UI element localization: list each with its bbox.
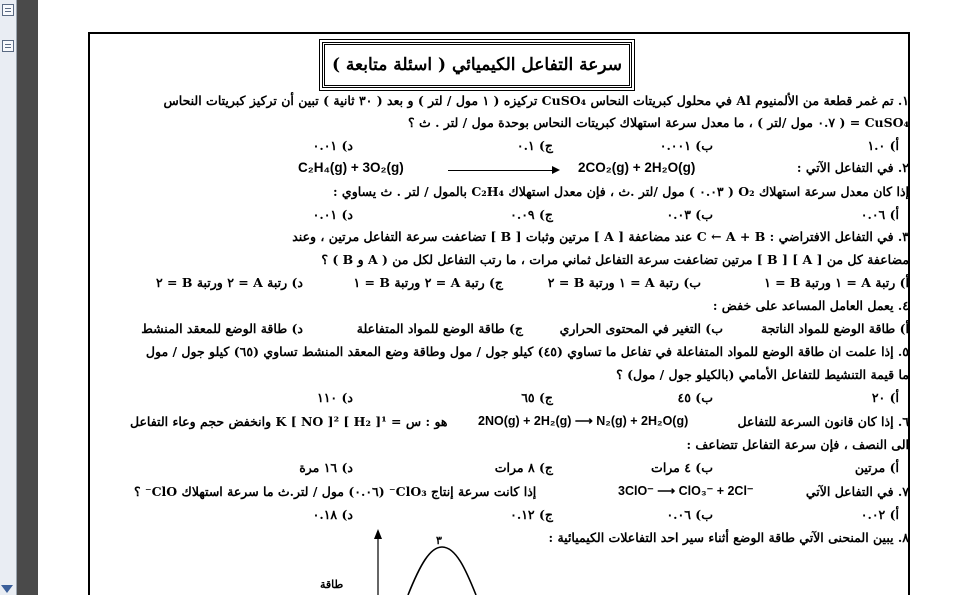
q6-option-c: ج) ٨ مرات (494, 460, 553, 475)
q3-option-d: د) رتبة A = ٢ ورتبة B = ٢ (155, 275, 303, 290)
question-4-text: ٤. يعمل العامل المساعد على خفض : (712, 298, 909, 313)
q5-option-b: ب) ٤٥ (677, 390, 713, 405)
q2-option-a: أ) ٠.٠٦ (860, 207, 899, 222)
q4-option-a: أ) طاقة الوضع للمواد الناتجة (760, 321, 909, 336)
q4-option-c: ج) طاقة الوضع للمواد المتفاعلة (356, 321, 523, 336)
q1-option-b: ب) ٠.٠٠١ (659, 138, 713, 153)
question-6-text-2: الى النصف ، فإن سرعة التفاعل تتضاعف : (686, 437, 909, 452)
curve-peak-label: ٣ (436, 534, 442, 547)
q7-option-a: أ) ٠.٠٢ (860, 507, 899, 522)
q3-option-c: ج) رتبة A = ٢ ورتبة B = ١ (353, 275, 503, 290)
q5-option-c: ج) ٦٥ (521, 390, 553, 405)
q2-option-b: ب) ٠.٠٣ (666, 207, 713, 222)
question-6-label: ٦. إذا كان قانون السرعة للتفاعل (737, 414, 909, 429)
question-2-text-2: إذا كان معدل سرعة استهلاك O₂ ( ٠.٠٣ ) مول /لتر .ث ، فإن معدل استهلاك C₂H₄ بالمول / لتر . ث يساوي : (332, 184, 909, 199)
q6-option-a: أ) مرتين (854, 460, 899, 475)
document-title: سرعة التفاعل الكيميائي ( اسئلة متابعة ) (322, 42, 632, 88)
q2-equation-left: C₂H₄(g) + 3O₂(g) (298, 160, 404, 175)
q3-option-a: أ) رتبة A = ١ ورتبة B = ١ (764, 275, 909, 290)
q4-option-b: ب) التغير في المحتوى الحراري (559, 321, 723, 336)
q7-equation: 3ClO⁻ ⟶ ClO₃⁻ + 2Cl⁻ (618, 484, 754, 498)
q2-equation-right: 2CO₂(g) + 2H₂O(g) (578, 160, 696, 175)
q1-option-a: أ) ١.٠ (867, 138, 899, 153)
question-5-text-2: ما قيمة التنشيط للتفاعل الأمامي (بالكيلو جول / مول) ؟ (616, 367, 909, 382)
question-2-label: ٢. في التفاعل الآتي : (796, 160, 909, 175)
energy-curve-diagram (338, 525, 538, 595)
scroll-down-icon[interactable] (1, 585, 13, 593)
question-1-text: ١. تم غمر قطعة من الألمنيوم Al في محلول كبريتات النحاس CuSO₄ تركيزه ( ١ مول / لتر ) و بعد ( ٣٠ ثانية ) تبين أن تركيز كبريتات النحاس (163, 93, 909, 108)
q7-option-d: د) ٠.١٨ (312, 507, 353, 522)
q6-equation: 2NO(g) + 2H₂(g) ⟶ N₂(g) + 2H₂O(g) (478, 414, 689, 428)
q2-option-c: ج) ٠.٠٩ (510, 207, 553, 222)
question-7-label: ٧. في التفاعل الآتي (805, 484, 909, 499)
q4-option-d: د) طاقة الوضع للمعقد المنشط (141, 321, 303, 336)
q6-option-b: ب) ٤ مرات (651, 460, 713, 475)
document-page (58, 0, 953, 595)
q6-rate-law: هو : س = K [ NO ]² [ H₂ ]¹ وانخفض حجم وعاء التفاعل (130, 414, 448, 429)
question-8-text: ٨. يبين المنحنى الآتي طاقة الوضع أثناء سير احد التفاعلات الكيميائية : (548, 530, 909, 545)
q1-option-c: ج) ٠.١ (516, 138, 553, 153)
q5-option-a: أ) ٢٠ (871, 390, 899, 405)
bookmarks-icon[interactable] (2, 40, 14, 52)
q7-option-b: ب) ٠.٠٦ (666, 507, 713, 522)
question-1-text-2: CuSO₄ = ( ٠.٧ مول /لتر ) ، ما معدل سرعة استهلاك كبريتات النحاس بوحدة مول / لتر . ث ؟ (408, 115, 909, 130)
q5-option-d: د) ١١٠ (317, 390, 353, 405)
question-3-text: ٣. في التفاعل الافتراضي : C ← A + B عند مضاعفة [ A ] مرتين وثبات [ B ] تضاعفت سرعة التفاعل مرتين ، وعند (292, 229, 909, 244)
q6-option-d: د) ١٦ مرة (299, 460, 353, 475)
energy-curve (408, 547, 476, 595)
q7-text: إذا كانت سرعة إنتاج ClO₃⁻ (٠.٠٦) مول / لتر.ث ما سرعة استهلاك ClO⁻ ؟ (134, 484, 537, 499)
q3-option-b: ب) رتبة A = ١ ورتبة B = ٢ (547, 275, 701, 290)
pages-icon[interactable] (2, 4, 14, 16)
q7-option-c: ج) ٠.١٢ (510, 507, 553, 522)
y-axis-arrow-icon (374, 529, 382, 539)
q1-option-d: د) ٠.٠١ (312, 138, 353, 153)
question-3-text-2: مضاعفة كل من [ A ] [ B ] مرتين تضاعفت سرعة التفاعل ثماني مرات ، ما رتب التفاعل لكل من ( A و B ) ؟ (321, 252, 909, 267)
question-5-text: ٥. إذا علمت ان طاقة الوضع للمواد المتفاعلة في تفاعل ما تساوي (٤٥) كيلو جول / مول وطاقة وضع المعقد المنشط تساوي (٦٥) كيلو جول / مول (145, 344, 909, 359)
thumbnail-panel[interactable] (0, 0, 17, 595)
q2-option-d: د) ٠.٠١ (312, 207, 353, 222)
y-axis-label: طاقة (320, 578, 344, 591)
reaction-arrow-icon (448, 170, 558, 171)
